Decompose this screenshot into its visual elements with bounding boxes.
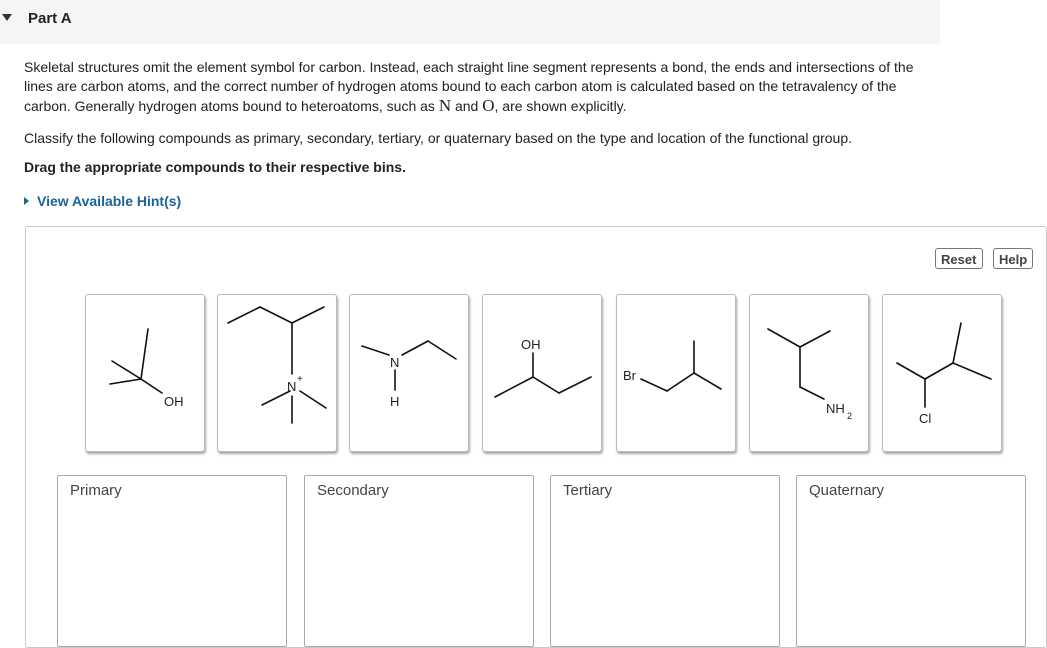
bin-primary[interactable] — [57, 475, 287, 647]
primary-amine-structure — [750, 295, 868, 451]
diethylamine-structure — [350, 295, 468, 451]
2-butanol-structure — [483, 295, 601, 451]
bin-label: Primary — [64, 480, 128, 501]
instruction-tail: , are shown explicitly. — [494, 98, 627, 114]
compound-tile-alkyl-bromide[interactable] — [616, 294, 736, 452]
bin-label: Secondary — [311, 480, 395, 501]
oh-label: OH — [164, 394, 184, 409]
compound-tile-tert-butanol[interactable] — [85, 294, 205, 452]
nh-label: NH — [826, 401, 845, 416]
compound-tile-primary-amine[interactable] — [749, 294, 869, 452]
tert-butanol-structure — [86, 295, 204, 451]
nitrogen-label: N — [287, 379, 297, 394]
instruction-text: Skeletal structures omit the element symbol for carbon. Instead, each straight line segment represents a bond, the ends and intersections of the lines are carbon atoms, and the correct number of hydrogen atoms bound to each carbon atom is calculated based on the tetravalency of the carbon. Generally hydrogen atoms bound to heteroatoms, such as — [24, 59, 914, 114]
oxygen-symbol: O — [482, 96, 495, 115]
nitrogen-label: N — [390, 355, 400, 370]
hydrogen-label: H — [390, 394, 400, 409]
part-title: Part A — [28, 10, 72, 27]
drag-instruction: Drag the appropriate compounds to their respective bins. — [24, 159, 406, 175]
nitrogen-symbol: N — [438, 96, 452, 115]
alkyl-chloride-structure — [883, 295, 1001, 451]
compound-tile-quaternary-ammonium[interactable] — [217, 294, 337, 452]
reset-button[interactable]: Reset — [935, 248, 983, 269]
positive-charge-label: + — [297, 374, 303, 385]
compound-tile-diethylamine[interactable] — [349, 294, 469, 452]
and-word: and — [451, 98, 483, 114]
view-hints-link[interactable] — [24, 193, 181, 209]
bin-secondary[interactable] — [304, 475, 534, 647]
instructions-paragraph — [24, 58, 934, 116]
bin-tertiary[interactable] — [550, 475, 780, 647]
bin-label: Tertiary — [557, 480, 618, 501]
quaternary-ammonium-structure — [218, 295, 336, 451]
classify-instruction: Classify the following compounds as primary, secondary, tertiary, or quaternary based on the type and location of the functional group. — [24, 130, 853, 146]
oh-label: OH — [521, 337, 541, 352]
help-button[interactable]: Help — [993, 248, 1033, 269]
subscript-two-label: 2 — [847, 411, 853, 421]
collapse-triangle-icon[interactable] — [2, 14, 12, 21]
alkyl-bromide-structure — [617, 295, 735, 451]
compound-tile-alkyl-chloride[interactable] — [882, 294, 1002, 452]
chlorine-label: Cl — [919, 411, 932, 426]
part-header[interactable] — [0, 0, 940, 44]
bin-label: Quaternary — [803, 480, 890, 501]
view-hints-label: View Available Hint(s) — [37, 193, 182, 209]
bin-quaternary[interactable] — [796, 475, 1026, 647]
bromine-label: Br — [623, 368, 636, 383]
compound-tile-2-butanol[interactable] — [482, 294, 602, 452]
expand-triangle-icon — [24, 197, 29, 205]
